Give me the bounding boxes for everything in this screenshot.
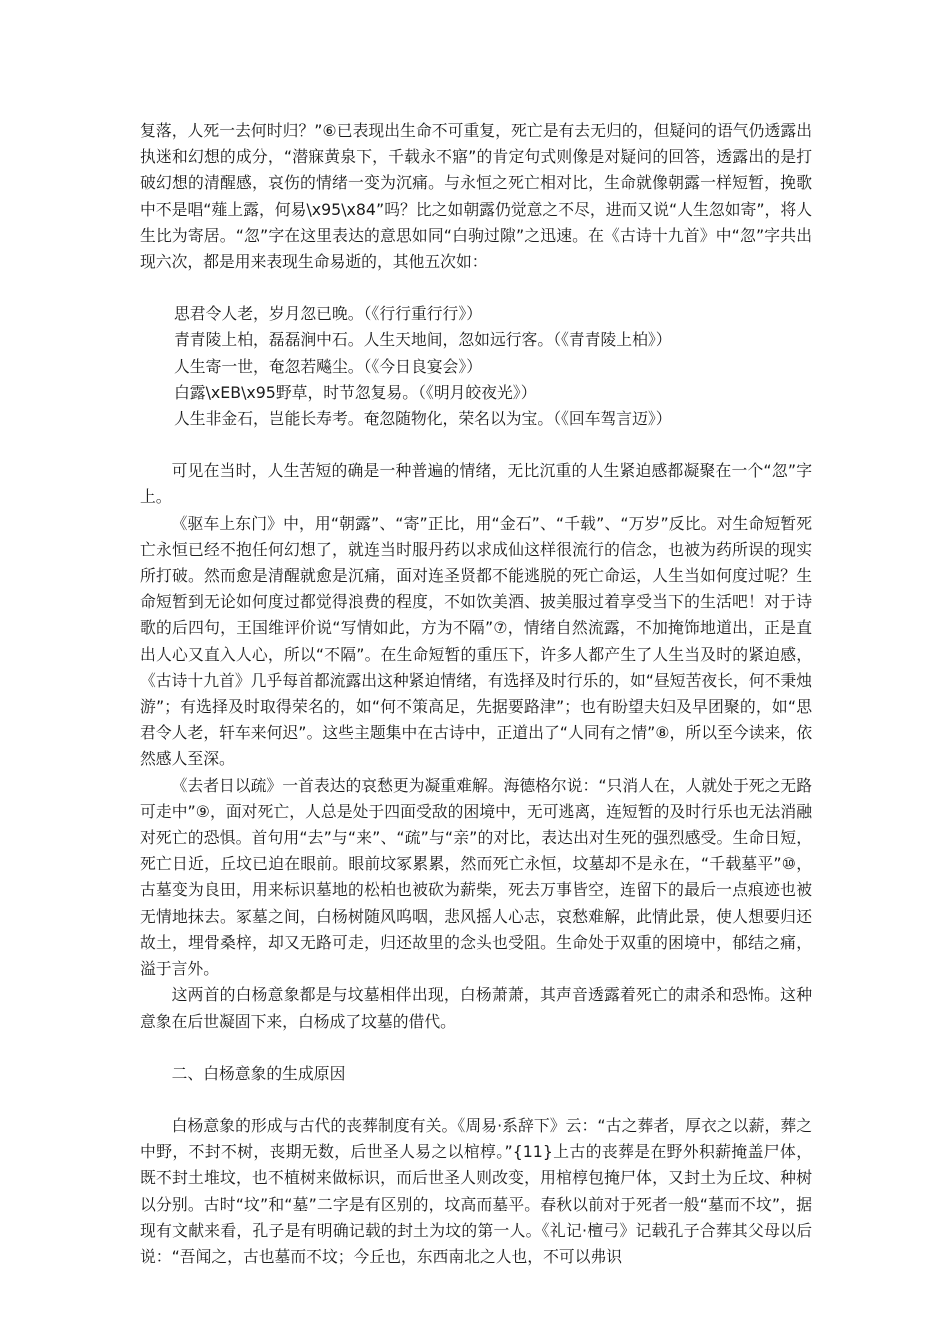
quote-line: 白露\xEB\x95野草，时节忽复易。（《明月皎夜光》） xyxy=(174,382,537,402)
paragraph: 这两首的白杨意象都是与坟墓相伴出现，白杨萧萧，其声音透露着死亡的肃杀和恐怖。这种意象在后世凝固下来，白杨成了坟墓的借代。 xyxy=(140,985,812,1031)
quote-line: 人生非金石，岂能长寿考。奄忽随物化，荣名以为宝。（《回车驾言迈》） xyxy=(174,409,672,429)
spacer xyxy=(140,432,812,458)
section-heading: 二、白杨意象的生成原因 xyxy=(171,1063,346,1083)
paragraph: 可见在当时，人生苦短的确是一种普遍的情绪，无比沉重的人生紧迫感都凝聚在一个“忽”字上。 xyxy=(140,461,812,507)
spacer xyxy=(140,275,812,301)
quote-line: 思君令人老，岁月忽已晚。（《行行重行行》） xyxy=(174,304,483,324)
spacer xyxy=(140,1087,812,1113)
quote-line: 青青陵上柏，磊磊涧中石。人生天地间，忽如远行客。（《青青陵上柏》） xyxy=(174,330,672,350)
spacer xyxy=(140,1035,812,1061)
quote-line: 人生寄一世，奄忽若飚尘。（《今日良宴会》） xyxy=(174,356,483,376)
paragraph-continuation: 复落，人死一去何时归？”⑥已表现出生命不可重复，死亡是有去无归的，但疑问的语气仍透露出执迷和幻想的成分，“潜寐黄泉下，千载永不寤”的肯定句式则像是对疑问的回答，透露出的是打破幻想的清醒感，哀伤的情绪一变为沉痛。与永恒之死亡相对比，生命就像朝露一样短暂，挽歌中不是唱“薤上露，何易\x95\x84”吗？比之如朝露仍觉意之不尽，进而又说“人生忽如寄”，将人生比为寄居。“忽”字在这里表达的意思如同“白驹过隙”之迅速。在《古诗十九首》中“忽”字共出现六次，都是用来表现生命易逝的，其他五次如： xyxy=(140,121,812,272)
paragraph: 《去者日以疏》一首表达的哀愁更为凝重难解。海德格尔说：“只消人在，人就处于死之无路可走中”⑨，面对死亡，人总是处于四面受敌的困境中，无可逃离，连短暂的及时行乐也无法消融对死亡的恐惧。首句用“去”与“来”、“疏”与“亲”的对比，表达出对生死的强烈感受。生命日短，死亡日近，丘坟已迫在眼前。眼前坟冢累累，然而死亡永恒，坟墓却不是永在，“千载墓平”⑩，古墓变为良田，用来标识墓地的松柏也被砍为薪柴，死去万事皆空，连留下的最后一点痕迹也被无情地抹去。冢墓之间，白杨树随风呜咽，悲风摇人心志，哀愁难解，此情此景，使人想要归还故土，埋骨桑梓，却又无路可走，归还故里的念头也受阻。生命处于双重的困境中，郁结之痛，溢于言外。 xyxy=(140,775,812,979)
document-page xyxy=(140,118,812,1270)
paragraph: 《驱车上东门》中，用“朝露”、“寄”正比，用“金石”、“千载”、“万岁”反比。对生命短暂死亡永恒已经不抱任何幻想了，就连当时服丹药以求成仙这样很流行的信念，也被为药所误的现实所打破。然而愈是清醒就愈是沉痛，面对连圣贤都不能逃脱的死亡命运，人生当如何度过呢？生命短暂到无论如何度过都觉得浪费的程度，不如饮美酒、披美服过着享受当下的生活吧！对于诗歌的后四句，王国维评价说“写情如此，方为不隔”⑦，情绪自然流露，不加掩饰地道出，正是直出人心又直入人心，所以“不隔”。在生命短暂的重压下，许多人都产生了人生当及时的紧迫感，《古诗十九首》几乎每首都流露出这种紧迫情绪，有选择及时行乐的，如“昼短苦夜长，何不秉烛游”；有选择及时取得荣名的，如“何不策高足，先据要路津”；也有盼望夫妇及早团聚的，如“思君令人老，轩车来何迟”。这些主题集中在古诗中，正道出了“人同有之情”⑧，所以至今读来，依然感人至深。 xyxy=(140,513,812,769)
paragraph: 白杨意象的形成与古代的丧葬制度有关。《周易·系辞下》云：“古之葬者，厚衣之以薪，葬之中野，不封不树，丧期无数，后世圣人易之以棺椁。”{11}上古的丧葬是在野外积薪掩盖尸体，既不封土堆坟，也不植树来做标识，而后世圣人则改变，用棺椁包掩尸体，又封土为丘坟、种树以分别。古时“坟”和“墓”二字是有区别的，坟高而墓平。春秋以前对于死者一般“墓而不坟”，据现有文献来看，孔子是有明确记载的封土为坟的第一人。《礼记·檀弓》记载孔子合葬其父母以后说：“吾闻之，古也墓而不坟；今丘也，东西南北之人也，不可以弗识 xyxy=(140,1115,812,1266)
